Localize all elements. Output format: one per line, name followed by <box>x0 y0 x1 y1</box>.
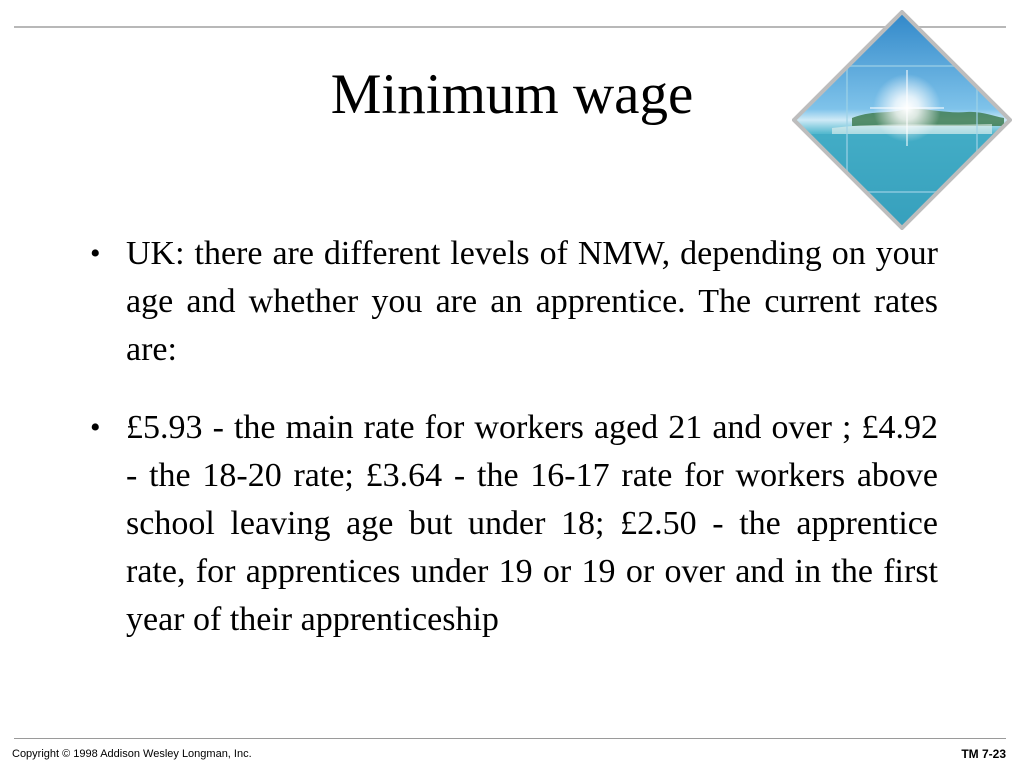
footer-slide-number: TM 7-23 <box>961 747 1006 761</box>
footer-copyright: Copyright © 1998 Addison Wesley Longman, Inc. <box>12 748 252 760</box>
island-photo-icon <box>792 10 1012 230</box>
bullet-list <box>86 230 938 674</box>
slide-title: Minimum wage <box>330 63 694 126</box>
bullet-item-nmw-levels <box>86 230 938 374</box>
bullet-item-current-rates <box>86 404 938 644</box>
bullet-text: £5.93 - the main rate for workers aged 21 and over ; £4.92 - the 18-20 rate; £3.64 - the 16-17 rate for workers above school leaving age but under 18; £2.50 - the apprentice rate, for apprentices under 19 or 19 or over and in the first year of their apprenticeship <box>126 409 938 638</box>
bullet-text: UK: there are different levels of NMW, depending on your age and whether you are an apprentice. The current rates are: <box>126 235 938 368</box>
bullet-marker: • <box>90 237 101 270</box>
bullet-marker: • <box>90 411 101 444</box>
island-photo-graphic <box>792 10 1012 230</box>
bottom-divider <box>14 738 1006 739</box>
